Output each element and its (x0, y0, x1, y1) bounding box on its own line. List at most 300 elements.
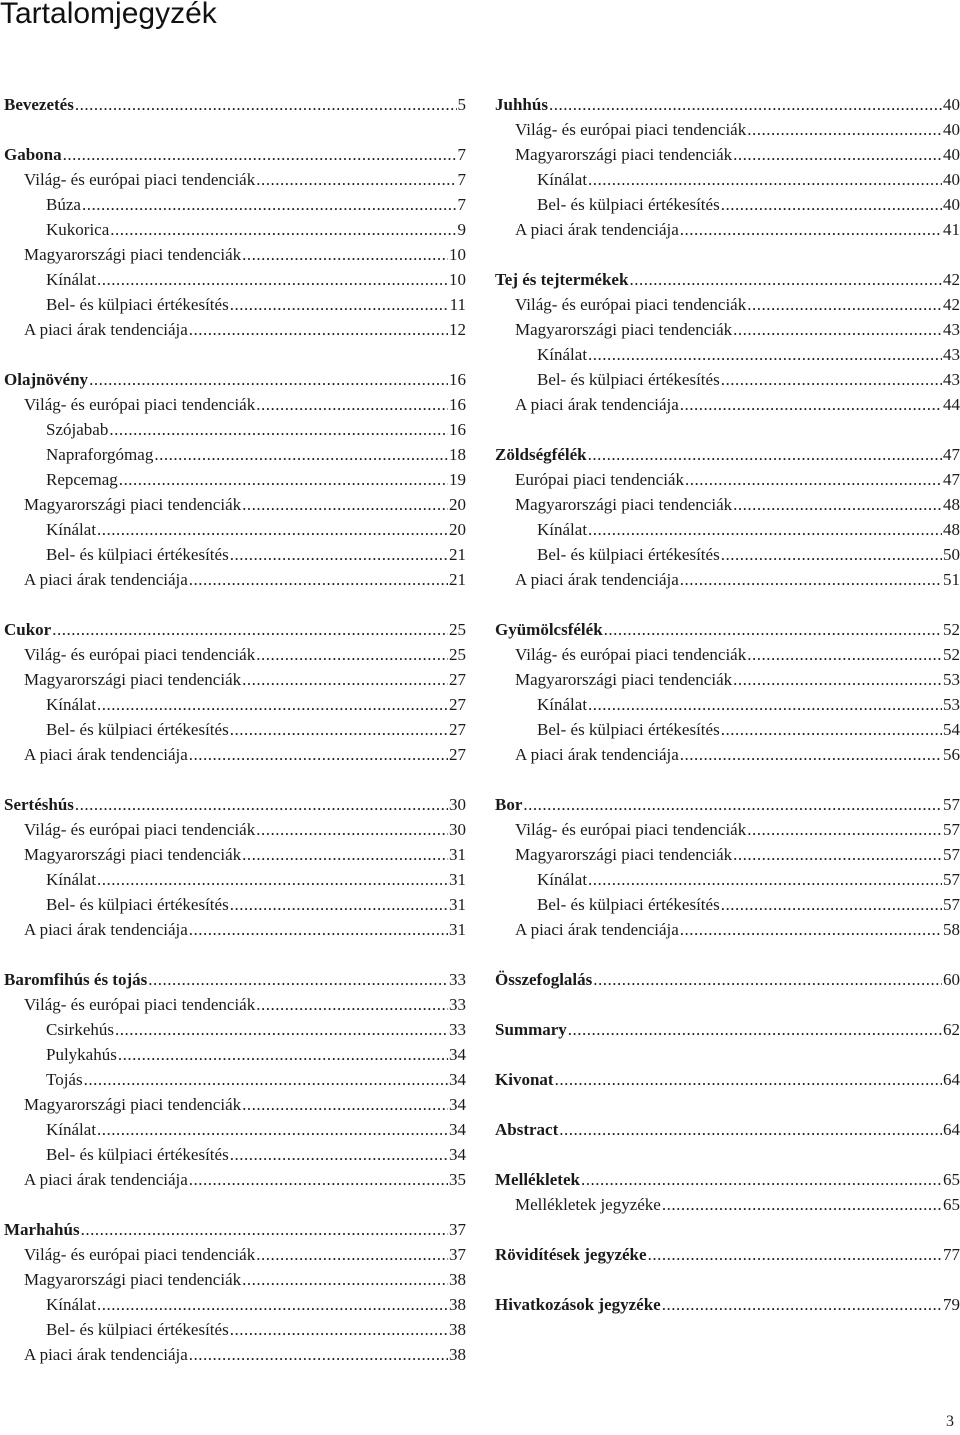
dot-leader (230, 292, 449, 317)
toc-subentry[interactable] (4, 542, 466, 567)
toc-subentry[interactable] (4, 1242, 466, 1267)
toc-chapter-entry[interactable] (495, 1242, 960, 1267)
toc-page-number: 25 (449, 645, 466, 664)
toc-entry-title: Kínálat (46, 870, 97, 889)
toc-page-number: 65 (943, 1170, 960, 1189)
toc-page-number: 56 (943, 745, 960, 764)
dot-leader (721, 717, 942, 742)
dot-leader (75, 92, 457, 117)
toc-page-number: 58 (943, 920, 960, 939)
toc-entry-title: Baromfihús és tojás (4, 970, 148, 989)
toc-subentry[interactable] (495, 842, 960, 867)
toc-page-number: 27 (449, 670, 466, 689)
toc-chapter-entry[interactable] (4, 367, 466, 392)
toc-page-number: 53 (943, 695, 960, 714)
toc-chapter-entry[interactable] (4, 617, 466, 642)
toc-section (495, 442, 960, 592)
toc-entry-title: Kínálat (46, 520, 97, 539)
toc-subentry[interactable] (4, 1117, 466, 1142)
toc-entry-title: Mellékletek jegyzéke (515, 1195, 661, 1214)
dot-leader (680, 917, 942, 942)
toc-section (495, 1292, 960, 1317)
toc-subentry[interactable] (4, 442, 466, 467)
dot-leader (256, 1242, 448, 1267)
dot-leader (52, 617, 448, 642)
dot-leader (588, 167, 942, 192)
toc-page-number: 10 (449, 270, 466, 289)
dot-leader (189, 567, 448, 592)
dot-leader (84, 1067, 448, 1092)
toc-page-number: 33 (449, 995, 466, 1014)
toc-entry-title: Magyarországi piaci tendenciák (24, 845, 242, 864)
toc-subentry[interactable] (495, 217, 960, 242)
toc-page-number: 42 (943, 270, 960, 289)
toc-subentry[interactable] (495, 492, 960, 517)
toc-subentry[interactable] (4, 517, 466, 542)
toc-entry-title: Kínálat (46, 695, 97, 714)
dot-leader (256, 642, 448, 667)
toc-subentry[interactable] (4, 642, 466, 667)
dot-leader (230, 542, 448, 567)
dot-leader (97, 1292, 448, 1317)
toc-page-number: 38 (449, 1320, 466, 1339)
toc-page-number: 38 (449, 1345, 466, 1364)
toc-entry-title: Világ- és európai piaci tendenciák (515, 645, 747, 664)
toc-subentry[interactable] (495, 192, 960, 217)
toc-chapter-entry[interactable] (495, 442, 960, 467)
dot-leader (685, 467, 942, 492)
toc-subentry[interactable] (4, 742, 466, 767)
toc-page-number: 27 (449, 695, 466, 714)
toc-section (4, 92, 466, 117)
toc-subentry[interactable] (4, 192, 466, 217)
toc-entry-title: Bevezetés (4, 95, 74, 114)
toc-page-number: 48 (943, 520, 960, 539)
toc-section (4, 142, 466, 342)
toc-subentry[interactable] (495, 717, 960, 742)
toc-subentry[interactable] (495, 667, 960, 692)
dot-leader (747, 642, 942, 667)
toc-entry-title: Világ- és európai piaci tendenciák (24, 395, 256, 414)
toc-subentry[interactable] (495, 517, 960, 542)
dot-leader (629, 267, 942, 292)
toc-entry-title: Bel- és külpiaci értékesítés (537, 545, 720, 564)
toc-page-number: 42 (943, 295, 960, 314)
dot-leader (63, 142, 457, 167)
toc-subentry[interactable] (4, 217, 466, 242)
dot-leader (680, 217, 942, 242)
toc-chapter-entry[interactable] (495, 1067, 960, 1092)
toc-page-number: 48 (943, 495, 960, 514)
toc-page-number: 40 (943, 195, 960, 214)
toc-entry-title: Magyarországi piaci tendenciák (24, 245, 242, 264)
toc-entry-title: Bel- és külpiaci értékesítés (46, 720, 229, 739)
toc-section (4, 367, 466, 592)
dot-leader (588, 867, 942, 892)
toc-entry-title: Napraforgómag (46, 445, 154, 464)
toc-entry-title: Bor (495, 795, 523, 814)
toc-subentry[interactable] (4, 1067, 466, 1092)
dot-leader (189, 917, 448, 942)
toc-page-number: 34 (449, 1095, 466, 1114)
toc-page-number: 5 (457, 95, 466, 114)
dot-leader (256, 392, 448, 417)
toc-chapter-entry[interactable] (495, 92, 960, 117)
toc-chapter-entry[interactable] (4, 1217, 466, 1242)
toc-entry-title: Abstract (495, 1120, 559, 1139)
toc-subentry[interactable] (4, 717, 466, 742)
toc-page-number: 30 (449, 795, 466, 814)
toc-chapter-entry[interactable] (4, 792, 466, 817)
toc-entry-title: Juhhús (495, 95, 548, 114)
toc-page-number: 34 (449, 1145, 466, 1164)
dot-leader (733, 142, 942, 167)
toc-page-number: 21 (449, 570, 466, 589)
toc-entry-title: Összefoglalás (495, 970, 593, 989)
toc-subentry[interactable] (495, 817, 960, 842)
dot-leader (119, 467, 448, 492)
toc-entry-title: Világ- és európai piaci tendenciák (515, 295, 747, 314)
toc-page-number: 47 (943, 445, 960, 464)
toc-entry-title: Cukor (4, 620, 52, 639)
toc-entry-title: A piaci árak tendenciája (515, 220, 679, 239)
toc-page-number: 37 (449, 1220, 466, 1239)
toc-page-number: 34 (449, 1120, 466, 1139)
toc-subentry[interactable] (4, 1042, 466, 1067)
toc-subentry[interactable] (4, 1017, 466, 1042)
toc-page-number: 64 (943, 1120, 960, 1139)
toc-section (495, 967, 960, 992)
toc-page-number: 7 (457, 170, 466, 189)
toc-page-number: 79 (943, 1295, 960, 1314)
dot-leader (97, 267, 448, 292)
toc-entry-title: Repcemag (46, 470, 118, 489)
toc-page-number: 11 (449, 295, 466, 314)
toc-entry-title: Bel- és külpiaci értékesítés (537, 195, 720, 214)
dot-leader (680, 567, 942, 592)
page-title: Tartalomjegyzék (0, 0, 217, 30)
toc-subentry[interactable] (4, 492, 466, 517)
toc-subentry[interactable] (495, 167, 960, 192)
toc-subentry[interactable] (495, 317, 960, 342)
toc-subentry[interactable] (495, 117, 960, 142)
dot-leader (256, 817, 448, 842)
toc-entry-title: Bel- és külpiaci értékesítés (46, 895, 229, 914)
toc-page-number: 37 (449, 1245, 466, 1264)
toc-entry-title: Bel- és külpiaci értékesítés (46, 295, 229, 314)
toc-subentry[interactable] (495, 292, 960, 317)
toc-subentry[interactable] (4, 317, 466, 342)
dot-leader (549, 92, 942, 117)
toc-entry-title: Bel- és külpiaci értékesítés (46, 1320, 229, 1339)
toc-subentry[interactable] (495, 892, 960, 917)
page-number: 3 (946, 1413, 954, 1430)
toc-subentry[interactable] (495, 917, 960, 942)
toc-entry-title: A piaci árak tendenciája (515, 395, 679, 414)
toc-subentry[interactable] (495, 467, 960, 492)
toc-section (495, 617, 960, 767)
dot-leader (721, 192, 942, 217)
toc-page-number: 57 (943, 895, 960, 914)
toc-section (495, 1117, 960, 1142)
dot-leader (662, 1192, 942, 1217)
toc-page-number: 25 (449, 620, 466, 639)
toc-chapter-entry[interactable] (495, 967, 960, 992)
toc-entry-title: Kínálat (537, 870, 588, 889)
dot-leader (97, 517, 448, 542)
dot-leader (81, 1217, 448, 1242)
toc-subentry[interactable] (4, 692, 466, 717)
toc-entry-title: Pulykahús (46, 1045, 117, 1064)
dot-leader (118, 1042, 448, 1067)
toc-page-number: 19 (449, 470, 466, 489)
toc-subentry[interactable] (4, 817, 466, 842)
toc-subentry[interactable] (4, 1092, 466, 1117)
toc-page-number: 35 (449, 1170, 466, 1189)
toc-entry-title: Szójabab (46, 420, 109, 439)
toc-page-number: 38 (449, 1295, 466, 1314)
toc-page-number: 65 (943, 1195, 960, 1214)
toc-page-number: 30 (449, 820, 466, 839)
toc-entry-title: Magyarországi piaci tendenciák (24, 670, 242, 689)
toc-chapter-entry[interactable] (4, 967, 466, 992)
toc-subentry[interactable] (495, 342, 960, 367)
toc-chapter-entry[interactable] (495, 1292, 960, 1317)
dot-leader (115, 1017, 448, 1042)
toc-section (4, 792, 466, 942)
dot-leader (97, 1117, 448, 1142)
toc-subentry[interactable] (4, 1142, 466, 1167)
toc-subentry[interactable] (495, 367, 960, 392)
dot-leader (588, 442, 942, 467)
toc-page-number: 57 (943, 845, 960, 864)
dot-leader (242, 242, 448, 267)
toc-subentry[interactable] (4, 417, 466, 442)
toc-subentry[interactable] (4, 1292, 466, 1317)
toc-page-number: 16 (449, 395, 466, 414)
toc-subentry[interactable] (495, 542, 960, 567)
toc-subentry[interactable] (4, 992, 466, 1017)
toc-page-number: 33 (449, 970, 466, 989)
toc-subentry[interactable] (495, 567, 960, 592)
toc-entry-title: Magyarországi piaci tendenciák (515, 670, 733, 689)
dot-leader (109, 417, 448, 442)
toc-page-number: 27 (449, 745, 466, 764)
toc-entry-title: A piaci árak tendenciája (24, 570, 188, 589)
dot-leader (82, 192, 457, 217)
dot-leader (230, 1317, 448, 1342)
dot-leader (230, 892, 448, 917)
toc-subentry[interactable] (495, 642, 960, 667)
toc-entry-title: Magyarországi piaci tendenciák (515, 495, 733, 514)
toc-entry-title: Bel- és külpiaci értékesítés (537, 895, 720, 914)
dot-leader (588, 692, 942, 717)
toc-page-number: 12 (449, 320, 466, 339)
toc-entry-title: Bel- és külpiaci értékesítés (537, 720, 720, 739)
dot-leader (523, 792, 942, 817)
dot-leader (148, 967, 448, 992)
toc-subentry[interactable] (4, 667, 466, 692)
toc-entry-title: Rövidítések jegyzéke (495, 1245, 647, 1264)
toc-entry-title: Világ- és európai piaci tendenciák (24, 170, 256, 189)
toc-subentry[interactable] (4, 842, 466, 867)
toc-page-number: 38 (449, 1270, 466, 1289)
dot-leader (242, 842, 448, 867)
toc-section (4, 617, 466, 767)
toc-subentry[interactable] (4, 292, 466, 317)
toc-entry-title: Magyarországi piaci tendenciák (24, 1270, 242, 1289)
toc-entry-title: Kínálat (46, 1295, 97, 1314)
toc-subentry[interactable] (495, 742, 960, 767)
dot-leader (747, 117, 942, 142)
toc-chapter-entry[interactable] (495, 1167, 960, 1192)
toc-page-number: 7 (457, 145, 466, 164)
dot-leader (721, 542, 942, 567)
toc-section (495, 267, 960, 417)
toc-subentry[interactable] (4, 917, 466, 942)
dot-leader (662, 1292, 942, 1317)
toc-section (495, 92, 960, 242)
toc-page-number: 34 (449, 1070, 466, 1089)
dot-leader (242, 1267, 448, 1292)
toc-subentry[interactable] (495, 142, 960, 167)
toc-chapter-entry[interactable] (4, 142, 466, 167)
toc-section (4, 967, 466, 1192)
toc-entry-title: Kivonat (495, 1070, 554, 1089)
toc-entry-title: Magyarországi piaci tendenciák (515, 145, 733, 164)
dot-leader (256, 167, 456, 192)
toc-subentry[interactable] (495, 1192, 960, 1217)
toc-page-number: 50 (943, 545, 960, 564)
dot-leader (733, 667, 942, 692)
toc-page-number: 31 (449, 920, 466, 939)
toc-page-number: 54 (943, 720, 960, 739)
toc-subentry[interactable] (4, 267, 466, 292)
toc-entry-title: Búza (46, 195, 81, 214)
dot-leader (189, 742, 448, 767)
dot-leader (680, 392, 942, 417)
toc-subentry[interactable] (4, 1317, 466, 1342)
toc-entry-title: Kínálat (537, 695, 588, 714)
toc-section (4, 1217, 466, 1367)
toc-entry-title: Kínálat (46, 270, 97, 289)
toc-entry-title: Kínálat (537, 170, 588, 189)
toc-entry-title: A piaci árak tendenciája (24, 920, 188, 939)
dot-leader (733, 317, 942, 342)
toc-page-number: 44 (943, 395, 960, 414)
toc-page-number: 64 (943, 1070, 960, 1089)
toc-chapter-entry[interactable] (495, 267, 960, 292)
toc-entry-title: Világ- és európai piaci tendenciák (515, 120, 747, 139)
toc-subentry[interactable] (4, 467, 466, 492)
toc-page-number: 43 (943, 370, 960, 389)
dot-leader (189, 317, 448, 342)
toc-page-number: 43 (943, 345, 960, 364)
toc-right-column (495, 92, 960, 1317)
toc-entry-title: Bel- és külpiaci értékesítés (46, 1145, 229, 1164)
toc-entry-title: Kínálat (46, 1120, 97, 1139)
toc-entry-title: A piaci árak tendenciája (515, 745, 679, 764)
dot-leader (593, 967, 942, 992)
toc-page-number: 57 (943, 795, 960, 814)
dot-leader (242, 1092, 448, 1117)
toc-page-number: 31 (449, 870, 466, 889)
toc-page-number: 40 (943, 170, 960, 189)
toc-subentry[interactable] (4, 242, 466, 267)
toc-entry-title: A piaci árak tendenciája (24, 1170, 188, 1189)
toc-subentry[interactable] (495, 692, 960, 717)
toc-page-number: 31 (449, 895, 466, 914)
toc-page-number: 20 (449, 495, 466, 514)
toc-page-number: 21 (449, 545, 466, 564)
toc-entry-title: Világ- és európai piaci tendenciák (24, 645, 256, 664)
toc-entry-title: A piaci árak tendenciája (515, 570, 679, 589)
toc-chapter-entry[interactable] (4, 92, 466, 117)
toc-page-number: 47 (943, 470, 960, 489)
toc-entry-title: Világ- és európai piaci tendenciák (24, 820, 256, 839)
toc-chapter-entry[interactable] (495, 792, 960, 817)
toc-subentry[interactable] (4, 567, 466, 592)
toc-entry-title: Zöldségfélék (495, 445, 587, 464)
toc-page-number: 53 (943, 670, 960, 689)
toc-entry-title: Marhahús (4, 1220, 80, 1239)
dot-leader (97, 692, 448, 717)
toc-entry-title: Világ- és európai piaci tendenciák (515, 820, 747, 839)
toc-entry-title: Kínálat (537, 345, 588, 364)
dot-leader (89, 367, 448, 392)
toc-subentry[interactable] (4, 1267, 466, 1292)
dot-leader (256, 992, 448, 1017)
dot-leader (154, 442, 448, 467)
dot-leader (721, 892, 942, 917)
toc-page-number: 43 (943, 320, 960, 339)
toc-chapter-entry[interactable] (495, 1017, 960, 1042)
toc-entry-title: Világ- és európai piaci tendenciák (24, 995, 256, 1014)
dot-leader (230, 1142, 448, 1167)
toc-entry-title: Magyarországi piaci tendenciák (24, 495, 242, 514)
toc-subentry[interactable] (4, 392, 466, 417)
toc-subentry[interactable] (4, 892, 466, 917)
toc-subentry[interactable] (4, 167, 466, 192)
toc-chapter-entry[interactable] (495, 617, 960, 642)
toc-entry-title: Gabona (4, 145, 62, 164)
toc-page-number: 57 (943, 820, 960, 839)
dot-leader (588, 517, 942, 542)
toc-entry-title: Magyarországi piaci tendenciák (515, 845, 733, 864)
toc-entry-title: Világ- és európai piaci tendenciák (24, 1245, 256, 1264)
toc-entry-title: Summary (495, 1020, 567, 1039)
toc-subentry[interactable] (4, 867, 466, 892)
dot-leader (581, 1167, 942, 1192)
toc-chapter-entry[interactable] (495, 1117, 960, 1142)
dot-leader (110, 217, 456, 242)
toc-subentry[interactable] (4, 1342, 466, 1367)
dot-leader (733, 842, 942, 867)
toc-subentry[interactable] (495, 867, 960, 892)
toc-section (495, 1067, 960, 1092)
dot-leader (97, 867, 448, 892)
toc-entry-title: A piaci árak tendenciája (24, 745, 188, 764)
toc-entry-title: Mellékletek (495, 1170, 580, 1189)
toc-page-number: 40 (943, 95, 960, 114)
dot-leader (721, 367, 942, 392)
toc-page-number: 62 (943, 1020, 960, 1039)
toc-subentry[interactable] (4, 1167, 466, 1192)
toc-page-number: 40 (943, 145, 960, 164)
toc-entry-title: Bel- és külpiaci értékesítés (46, 545, 229, 564)
toc-entry-title: Kukorica (46, 220, 110, 239)
toc-subentry[interactable] (495, 392, 960, 417)
